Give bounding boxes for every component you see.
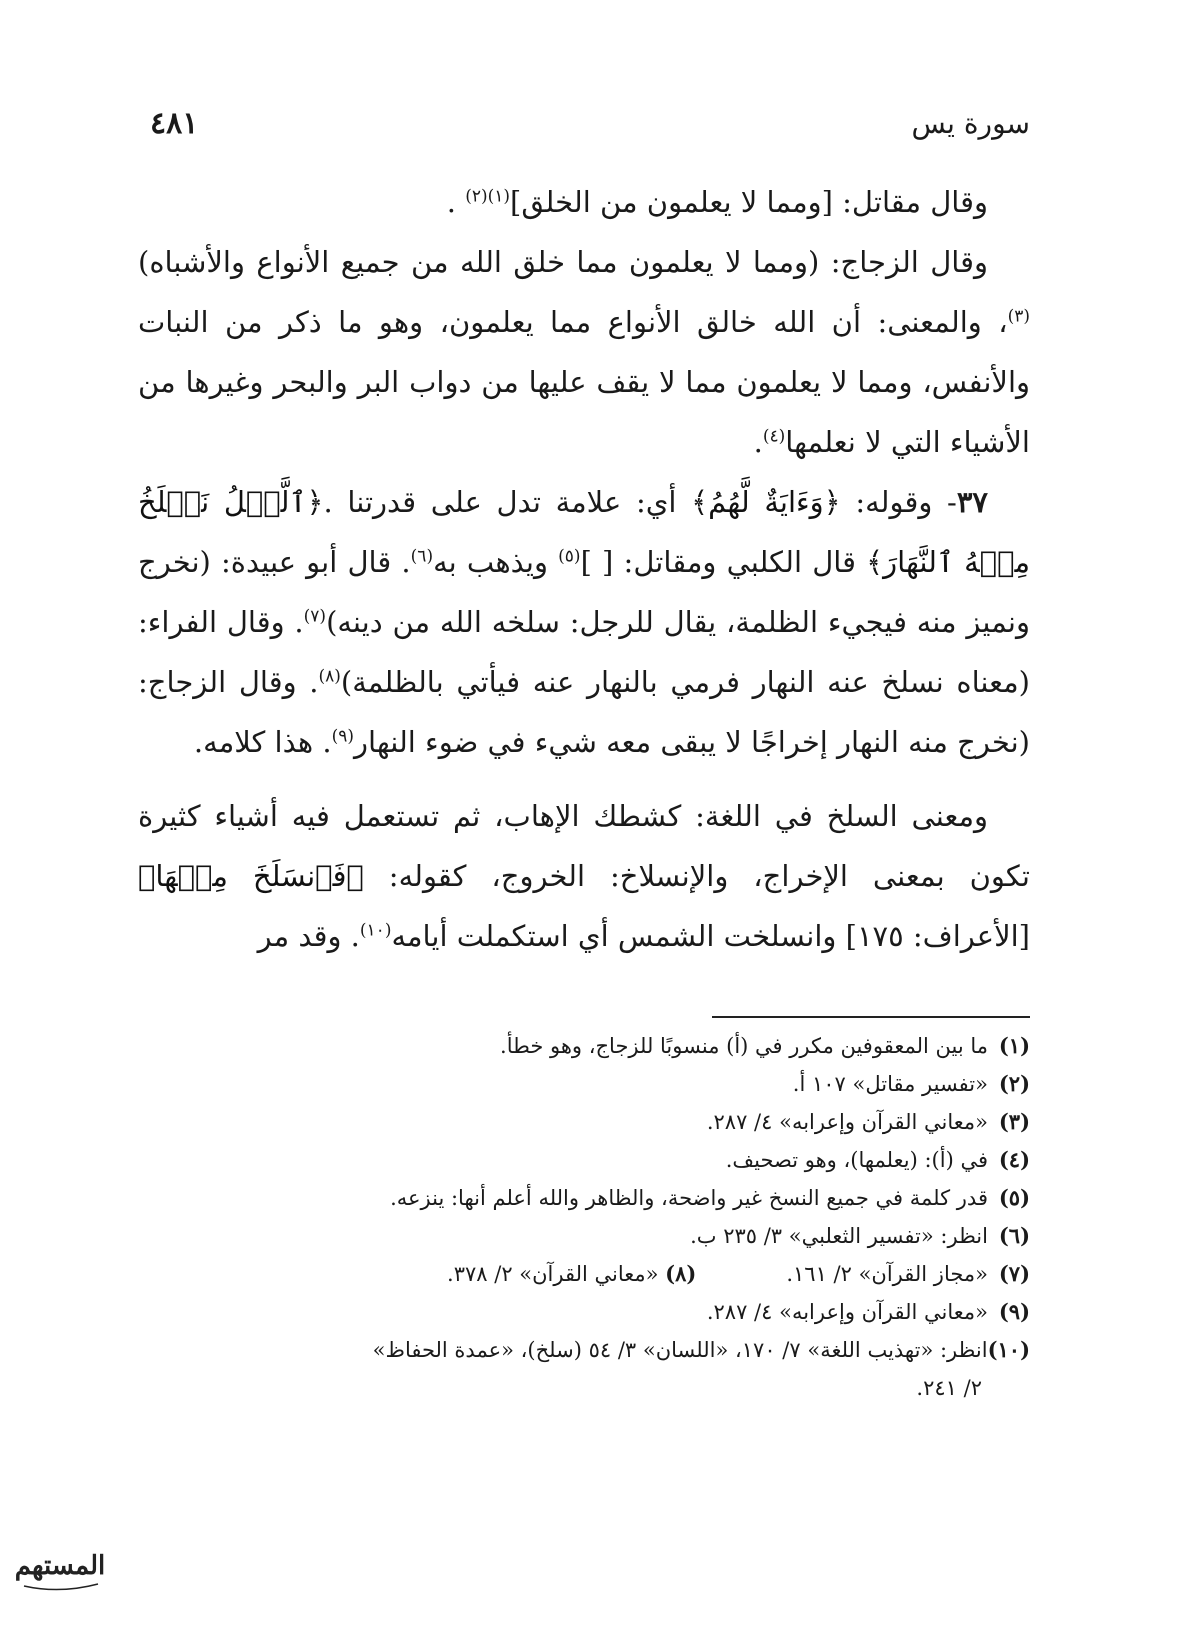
- footnote-ref: (٣): [1007, 306, 1030, 327]
- surah-title: سورة يس: [911, 106, 1030, 140]
- quran-quote: ﴿وَءَايَةٌ لَّهُمُ﴾: [691, 485, 841, 519]
- publisher-logo: [10, 1538, 110, 1598]
- footnote-divider: [712, 1016, 1030, 1018]
- quran-quote: ﴿فَٱنسَلَخَ مِنۡهَا﴾: [138, 859, 364, 893]
- footnote-continuation: ٢/ ٢٤١.: [916, 1376, 982, 1400]
- quran-quote: ﴿ٱلَّيۡلُ نَسۡلَخُ مِنۡهُ ٱلنَّهَارَ﴾: [138, 485, 1031, 579]
- footnote: (٧) «مجاز القرآن» ٢/ ١٦١. (٨) «معاني القرآن» ٢/ ٣٧٨.: [447, 1261, 1030, 1286]
- footnote-ref: (٦): [410, 546, 434, 567]
- svg-text:المستهم: المستهم: [14, 1551, 106, 1581]
- footnote-ref: (٩): [331, 726, 354, 747]
- footnote-ref: (٧): [303, 606, 327, 627]
- footnote: (٤) في (أ): (يعلمها)، وهو تصحيف.: [725, 1147, 1030, 1172]
- footnote: (٢) «تفسير مقاتل» ١٠٧ أ.: [792, 1071, 1030, 1096]
- footnote-ref: (٤): [762, 426, 786, 447]
- paragraph: ومعنى السلخ في اللغة: كشطك الإهاب، ثم تستعمل فيه أشياء كثيرة تكون بمعنى الإخراج، والإنسلاخ: الخروج، كقوله: ﴿فَٱنسَلَخَ مِنۡهَا﴾ [الأعراف: ١٧٥] وانسلخت الشمس أي استكملت أيامه$^{(١٠)}$. وقد مر: [138, 799, 1030, 953]
- main-text: [138, 172, 1030, 966]
- paragraph: وقال مقاتل: [ومما لا يعلمون من الخلق]$^{(١)(٢)}$ .: [446, 185, 988, 219]
- verse-number: ٣٧: [956, 485, 988, 519]
- footnote: (١) ما بين المعقوفين مكرر في (أ) منسوبًا للزجاج، وهو خطأ.: [500, 1033, 1030, 1058]
- footnote-ref: (١٠): [359, 920, 392, 941]
- footnote: (٣) «معاني القرآن وإعرابه» ٤/ ٢٨٧.: [706, 1109, 1030, 1134]
- footnote: (١٠) انظر: «تهذيب اللغة» ٧/ ١٧٠، «اللسان» ٣/ ٥٤ (سلخ)، «عمدة الحفاظ»: [372, 1337, 1030, 1362]
- paragraph: وقال الزجاج: (ومما لا يعلمون مما خلق الله من جميع الأنواع والأشباه)$^{(٣)}$، والمعنى: أن الله خالق الأنواع مما يعلمون، وهو ما ذكر من النبات والأنفس، ومما لا يعلمون مما لا يقف عليها من دواب البر والبحر وغيرها من الأشياء التي لا نعلمها$^{(٤)}$.: [138, 245, 1030, 459]
- footnote: (٩) «معاني القرآن وإعرابه» ٤/ ٢٨٧.: [706, 1299, 1030, 1324]
- footnotes: [138, 1027, 1030, 1407]
- footnote: (٥) قدر كلمة في جميع النسخ غير واضحة، والظاهر والله أعلم أنها: ينزعه.: [390, 1185, 1030, 1210]
- footnote-ref: (٨): [318, 666, 341, 687]
- footnote-ref: (١)(٢): [465, 186, 511, 207]
- paragraph: ٣٧- وقوله: ﴿وَءَايَةٌ لَّهُمُ﴾ أي: علامة تدل على قدرتنا .﴿ٱلَّيۡلُ نَسۡلَخُ مِنۡهُ ٱلنَّهَارَ﴾ قال الكلبي ومقاتل: [ ]$^{(٥)}$ ويذهب به$^{(٦)}$. قال أبو عبيدة: (نخرج ونميز منه فيجيء الظلمة، يقال للرجل: سلخه الله من دينه)$^{(٧)}$. وقال الفراء: (معناه نسلخ عنه النهار فرمي بالنهار عنه فيأتي بالظلمة)$^{(٨)}$. وقال الزجاج: (نخرج منه النهار إخراجًا لا يبقى معه شيء في ضوء النهار$^{(٩)}$. هذا كلامه.: [138, 485, 1031, 759]
- page-number: ٤٨١: [150, 105, 199, 141]
- page-header: [150, 98, 1030, 148]
- footnote-ref: (٥): [558, 546, 581, 567]
- footnote: (٦) انظر: «تفسير الثعلبي» ٣/ ٢٣٥ ب.: [690, 1223, 1030, 1248]
